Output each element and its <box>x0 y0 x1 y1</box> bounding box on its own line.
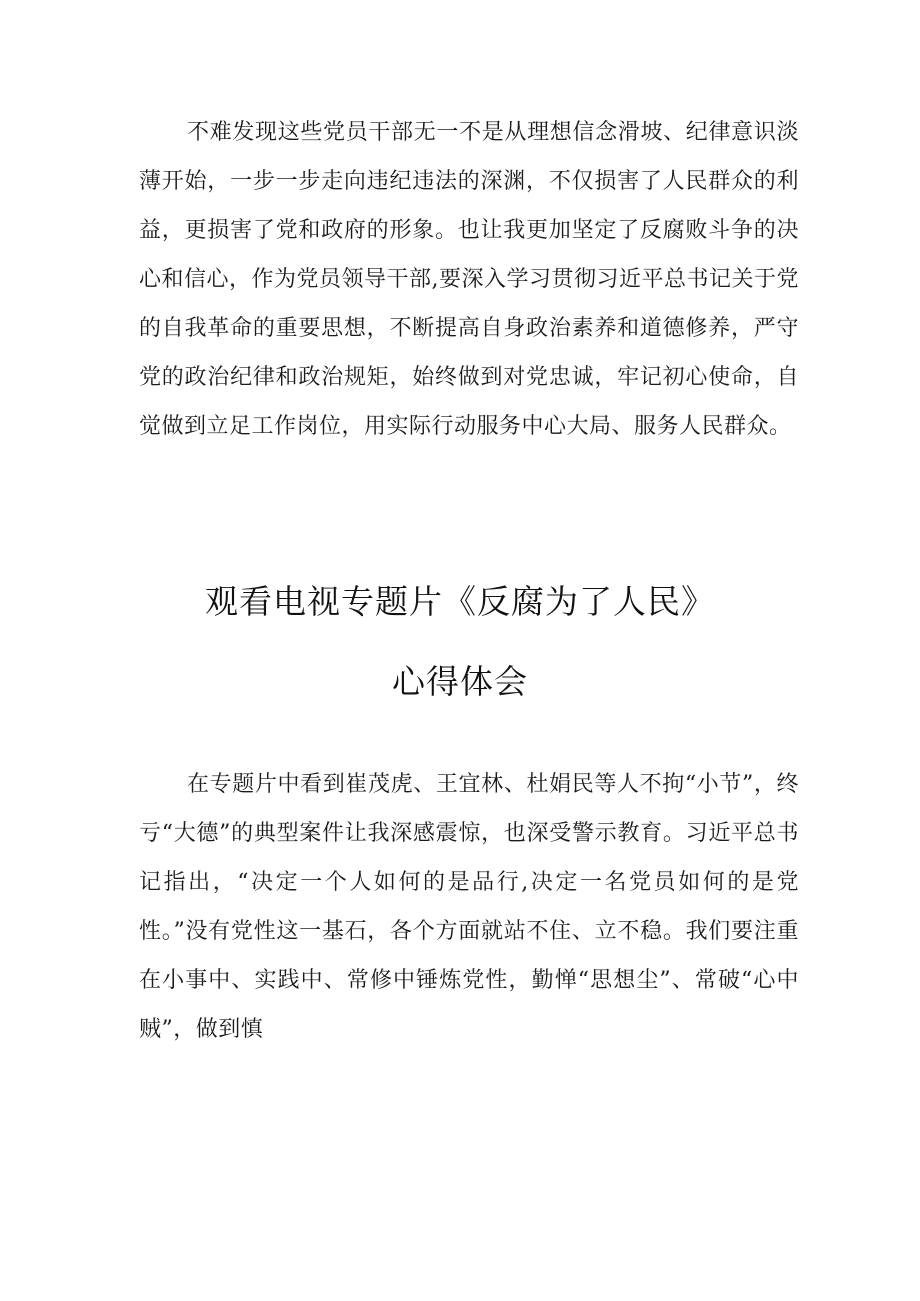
body-paragraph-1: 不难发现这些党员干部无一不是从理想信念滑坡、纪律意识淡薄开始，一步一步走向违纪违法的深渊，不仅损害了人民群众的利益，更损害了党和政府的形象。也让我更加坚定了反腐败斗争的决心和信心，作为党员领导干部,要深入学习贯彻习近平总书记关于党的自我革命的重要思想，不断提高自身政治素养和道德修养，严守党的政治纪律和政治规矩，始终做到对党忠诚，牢记初心使命，自觉做到立足工作岗位，用实际行动服务中心大局、服务人民群众。 <box>139 120 799 439</box>
article-title-line-2: 心得体会 <box>392 662 528 701</box>
article-title-line-1: 观看电视专题片《反腐为了人民》 <box>205 582 715 621</box>
body-paragraph-2: 在专题片中看到崔茂虎、王宜林、杜娟民等人不拘“小节”，终亏“大德”的典型案件让我深感震惊，也深受警示教育。习近平总书记指出，“决定一个人如何的是品行,决定一名党员如何的是党性。”没有党性这一基石，各个方面就站不住、立不稳。我们要注重在小事中、实践中、常修中锤炼党性，勤惮“思想尘”、常破“心中贼”，做到慎 <box>139 772 799 1042</box>
